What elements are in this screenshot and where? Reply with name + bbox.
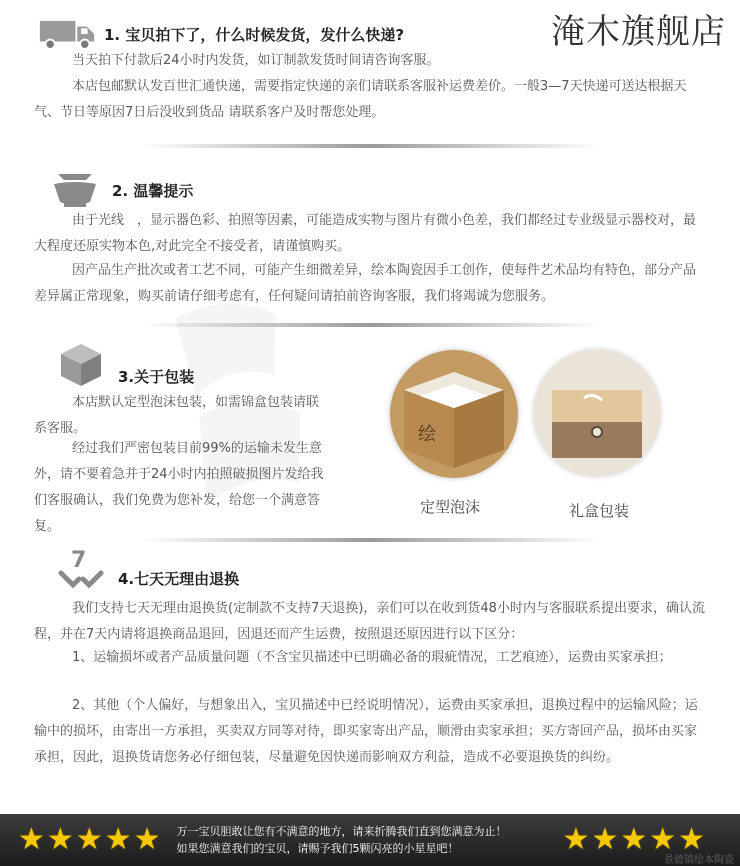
section-4-paragraph-2: 1、运输损坏或者产品质量问题（不含宝贝描述中已明确必备的瑕疵情况，工艺痕迹），运费由买家承担； bbox=[72, 650, 672, 665]
shop-name: 淹木旗舰店 bbox=[551, 12, 726, 52]
section-3-title: 3.关于包装 bbox=[118, 368, 195, 386]
section-3-paragraph-1: 本店默认定型泡沫包装，如需锦盒包装请联系客服。 bbox=[34, 395, 320, 436]
star-icon: ★ bbox=[620, 822, 648, 857]
star-icon: ★ bbox=[133, 822, 161, 857]
section-3-header bbox=[52, 340, 194, 387]
star-icon: ★ bbox=[18, 822, 45, 857]
footer-watermark: 景德镇绘本陶瓷 bbox=[664, 855, 734, 866]
foam-packaging-caption: 定型泡沫 bbox=[420, 498, 481, 516]
divider bbox=[140, 144, 600, 148]
svg-text:绘: 绘 bbox=[418, 424, 436, 445]
divider bbox=[140, 538, 600, 542]
section-4-paragraph-1: 我们支持七天无理由退换货(定制款不支持7天退换)，亲们可以在收到货48小时内与客服联系提出要求，确认流程，并在7天内请将退换商品退回，因退还而产生运费，按照退还原因进行以下区分： bbox=[34, 601, 705, 642]
star-icon: ★ bbox=[46, 822, 74, 857]
foam-packaging-photo bbox=[390, 350, 518, 478]
section-2-paragraph-2: 因产品生产批次或者工艺不同，可能产生细微差异，绘本陶瓷因手工创作，使每件艺术品均有特色，部分产品差异属正常现象，购买前请仔细考虑有，任何疑问请拍前咨询客服，我们将竭诚为您服务。 bbox=[34, 263, 697, 304]
box-icon bbox=[52, 342, 110, 386]
section-2-header bbox=[46, 168, 193, 212]
section-1-paragraph-2: 本店包邮默认发百世汇通快递，需要指定快递的亲们请联系客服补运费差价。一般3—7天快递可送达根据天气、节日等原因7日后没收到货品 请联系客户及时帮您处理。 bbox=[34, 79, 687, 120]
star-icon: ★ bbox=[562, 822, 590, 857]
section-1-title: 1. 宝贝拍下了，什么时候发货，发什么快递? bbox=[104, 25, 405, 44]
section-1-paragraph-1: 当天拍下付款后24小时内发货，如订制款发货时间请咨询客服。 bbox=[72, 53, 440, 68]
section-3-paragraph-2: 经过我们严密包装目前99%的运输未发生意外，请不要着急并于24小时内拍照破损图片发给我们客服确认，我们免费为您补发，给您一个满意答复。 bbox=[34, 441, 324, 534]
section-4-title: 4.七天无理由退换 bbox=[118, 569, 240, 588]
gift-box-packaging-caption: 礼盒包装 bbox=[569, 502, 630, 520]
section-4-header bbox=[52, 547, 239, 591]
svg-text:7: 7 bbox=[71, 548, 87, 573]
section-2-paragraph-1: 由于光线 ，显示器色彩、拍照等因素，可能造成实物与图片有微小色差，我们都经过专业级显示器校对，最大程度还原实物本色,对此完全不接受者，请谨慎购买。 bbox=[34, 213, 697, 254]
seven-day-return-icon bbox=[52, 547, 110, 591]
star-rating-left bbox=[0, 822, 163, 857]
star-icon: ★ bbox=[678, 822, 706, 857]
footer-message bbox=[177, 823, 557, 857]
star-icon: ★ bbox=[591, 822, 619, 857]
gift-box-packaging-photo bbox=[534, 350, 660, 476]
divider bbox=[140, 323, 600, 327]
section-2-title: 2. 温馨提示 bbox=[112, 181, 194, 200]
star-icon: ★ bbox=[104, 822, 132, 857]
teapot-icon bbox=[46, 168, 104, 212]
section-4-paragraph-3: 2、其他（个人偏好，与想象出入，宝贝描述中已经说明情况），运费由买家承担，退换过程中的运输风险；运输中的损坏，由寄出一方承担，买卖双方同等对待，即买家寄出产品，顺滑由卖家承担；买方寄回产品，损坏由买家承担，因此，退换货请您务必仔细包装，尽量避免因快递而影响双方利益，造成不必要退换货的纠纷。 bbox=[34, 698, 698, 765]
star-icon: ★ bbox=[649, 822, 677, 857]
footer-rating-bar bbox=[0, 814, 740, 866]
footer-line-1: 万一宝贝胆敢让您有不满意的地方，请来折腾我们直到您满意为止！ bbox=[176, 825, 507, 838]
star-icon: ★ bbox=[75, 822, 103, 857]
footer-line-2: 如果您满意我们的宝贝，请赐予我们5颗闪亮的小星星吧！ bbox=[176, 842, 459, 855]
